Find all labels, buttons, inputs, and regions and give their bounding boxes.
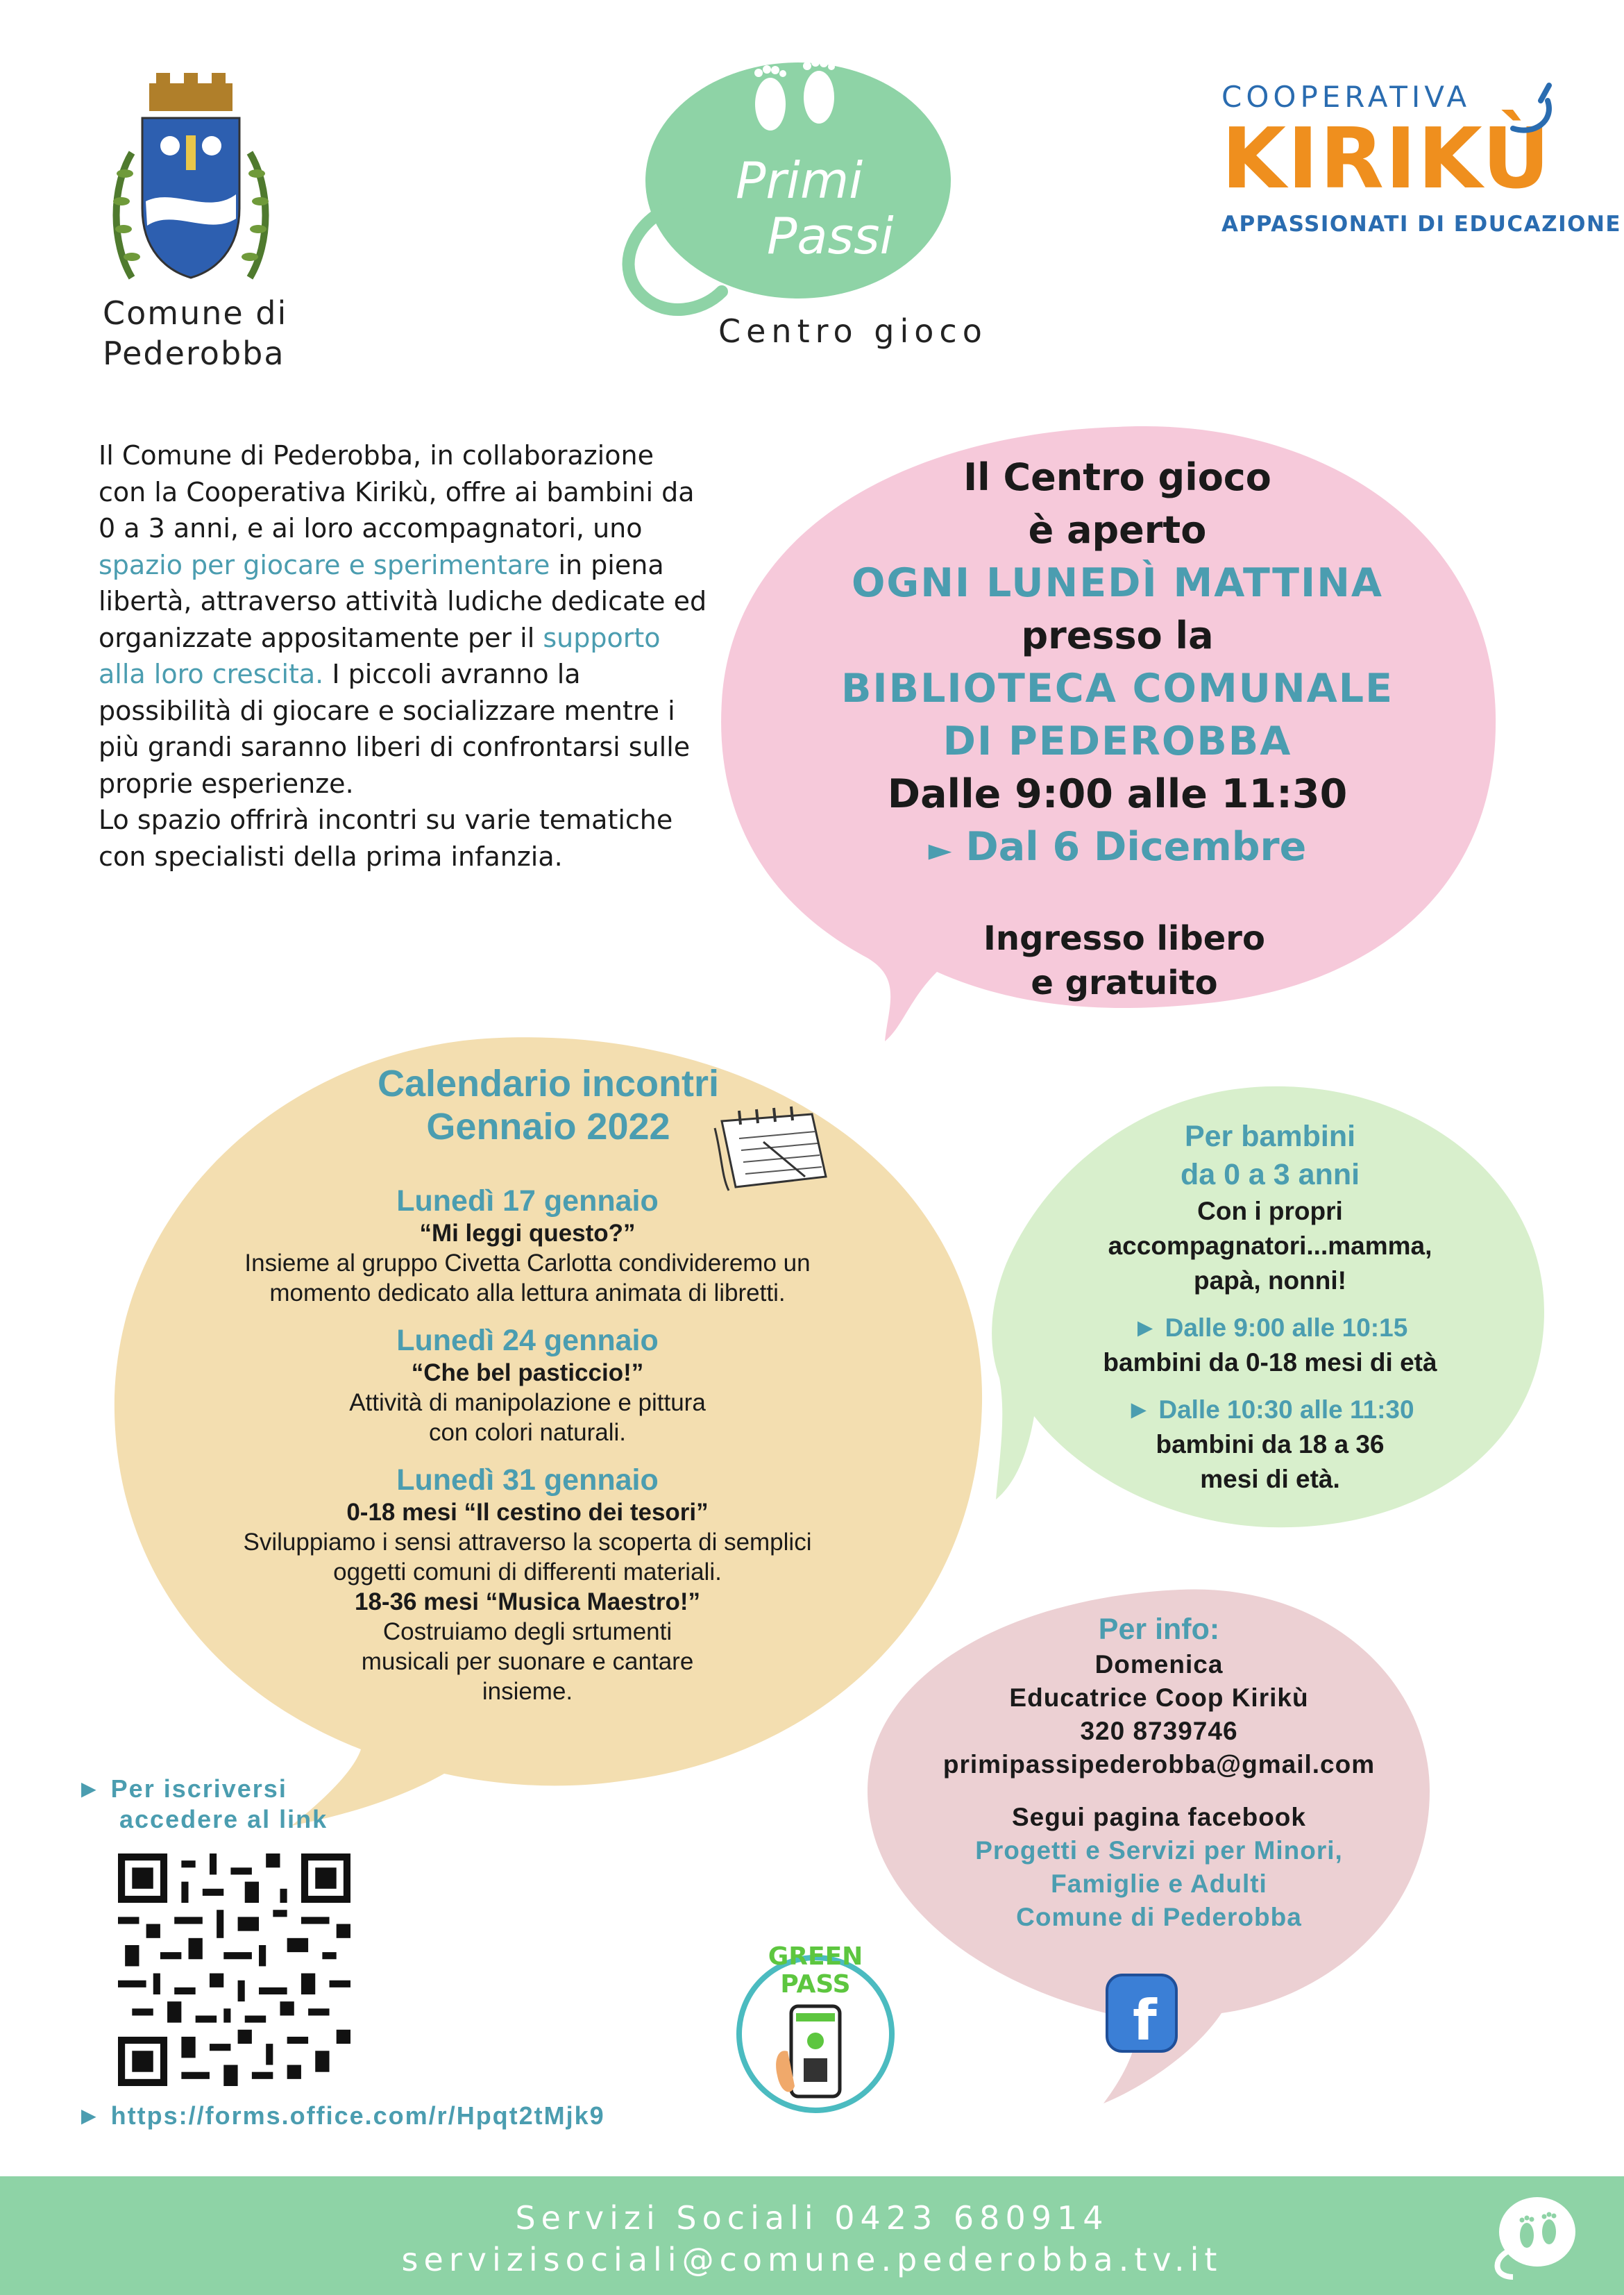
logo-passi-text: Passi xyxy=(767,207,894,265)
comune-crest-icon xyxy=(104,69,278,292)
arrow-icon: ► xyxy=(1126,1395,1152,1424)
opening-place-1: BIBLIOTECA COMUNALE xyxy=(840,666,1394,712)
free-entry xyxy=(902,916,1346,1005)
intro-text-part: I piccoli avranno la possibilità di giocare e socializzare mentre i più grandi saranno liberi di confrontarsi sulle proprie esperienze. xyxy=(99,659,691,799)
footer-footprints-logo-icon xyxy=(1485,2187,1582,2284)
arrow-icon: ► xyxy=(76,2101,103,2130)
info-heading: Per info: xyxy=(1098,1613,1220,1646)
footer-contacts xyxy=(0,2197,1624,2280)
comune-label-line2: Pederobba xyxy=(103,335,285,372)
green-pass-line1: GREEN xyxy=(768,1942,863,1971)
calendar-event xyxy=(180,1463,874,1706)
event-desc-2: Costruiamo degli srtumenti musicali per suonare e cantare insieme. xyxy=(361,1618,694,1705)
event-desc: Sviluppiamo i sensi attraverso la scoperta di semplici oggetti comuni di differenti materiali. xyxy=(243,1529,812,1586)
opening-line2: è aperto xyxy=(1028,508,1207,552)
contact-phone[interactable]: 320 8739746 xyxy=(1080,1717,1238,1745)
footer-phone[interactable]: Servizi Sociali 0423 680914 xyxy=(515,2199,1109,2237)
primi-passi-logo xyxy=(590,42,979,340)
facebook-icon[interactable] xyxy=(1097,1965,1187,2062)
coop-top-label: COOPERATIVA xyxy=(1221,80,1471,114)
event-title-2: 18-36 mesi “Musica Maestro!” xyxy=(355,1588,700,1615)
calendar-event xyxy=(180,1184,874,1308)
free-entry-line1: Ingresso libero xyxy=(983,919,1265,958)
time-slot-1-desc: bambini da 0-18 mesi di età xyxy=(1103,1348,1437,1377)
event-title: “Mi leggi questo?” xyxy=(419,1220,636,1247)
opening-start-date: Dal 6 Dicembre xyxy=(965,824,1307,870)
time-slot-2 xyxy=(1027,1393,1513,1427)
comune-label-line1: Comune di xyxy=(103,294,288,332)
qr-code-icon[interactable] xyxy=(118,1853,350,2086)
contact-name: Domenica xyxy=(1094,1650,1224,1679)
time-slot-2-hours: Dalle 10:30 alle 11:30 xyxy=(1158,1395,1414,1424)
intro-paragraph-2: Lo spazio offrirà incontri su varie tematiche con specialisti della prima infanzia. xyxy=(99,805,673,872)
contact-info xyxy=(881,1611,1437,1934)
time-slot-1-hours: Dalle 9:00 alle 10:15 xyxy=(1165,1313,1408,1342)
registration-text-1: Per iscriversi xyxy=(110,1774,287,1803)
children-heading-1: Per bambini xyxy=(1184,1120,1356,1153)
calendar-events xyxy=(180,1184,874,1722)
contact-email[interactable]: primipassipederobba@gmail.com xyxy=(942,1750,1376,1779)
registration-line1 xyxy=(76,1774,328,1804)
opening-line4: presso la xyxy=(1021,614,1214,657)
opening-place-2: DI PEDEROBBA xyxy=(942,718,1292,764)
children-sub: Con i propri accompagnatori...mamma, papà, nonni! xyxy=(1108,1197,1432,1295)
calendar-title-line1: Calendario incontri xyxy=(377,1063,720,1104)
footer-email[interactable]: servizisociali@comune.pederobba.tv.it xyxy=(401,2241,1223,2278)
opening-line1: Il Centro gioco xyxy=(963,455,1271,499)
event-title: 0-18 mesi “Il cestino dei tesori” xyxy=(346,1499,709,1526)
opening-day: OGNI LUNEDÌ MATTINA xyxy=(851,560,1384,606)
logo-primi-text: Primi xyxy=(736,151,863,210)
intro-highlight-support: supporto alla loro crescita. xyxy=(99,622,661,689)
event-date: Lunedì 31 gennaio xyxy=(396,1463,659,1497)
arrow-icon: ► xyxy=(928,832,952,868)
event-title: “Che bel pasticcio!” xyxy=(411,1359,644,1386)
calendar-icon xyxy=(708,1100,829,1197)
time-slot-2-desc: bambini da 18 a 36 mesi di età. xyxy=(1156,1430,1385,1493)
children-heading-2: da 0 a 3 anni xyxy=(1180,1158,1360,1191)
registration-link xyxy=(76,2101,605,2130)
centro-gioco-label: Centro gioco xyxy=(718,312,988,350)
event-desc: Attività di manipolazione e pittura con colori naturali. xyxy=(349,1389,706,1446)
green-pass-line2: PASS xyxy=(780,1970,851,1999)
free-entry-line2: e gratuito xyxy=(1031,964,1218,1002)
green-pass-icon xyxy=(736,1923,895,2124)
registration-url[interactable]: https://forms.office.com/r/Hpqt2tMjk9 xyxy=(110,2101,605,2130)
opening-info xyxy=(729,451,1506,877)
event-date: Lunedì 24 gennaio xyxy=(396,1324,659,1357)
intro-text-part: Il Comune di Pederobba, in collaborazione con la Cooperativa Kirikù, offre ai bambini da 0 a 3 anni, e ai loro accompagnatori, uno xyxy=(99,440,695,544)
event-desc: Insieme al gruppo Civetta Carlotta condivideremo un momento dedicato alla lettura animata di libretti. xyxy=(244,1250,811,1306)
opening-start xyxy=(729,821,1506,877)
coop-swirl-icon xyxy=(1499,80,1562,142)
children-info xyxy=(1027,1118,1513,1497)
facebook-page-line1[interactable]: Progetti e Servizi per Minori, xyxy=(975,1836,1343,1865)
coop-sub-label: APPASSIONATI DI EDUCAZIONE xyxy=(1221,212,1622,237)
arrow-icon: ► xyxy=(1132,1313,1158,1342)
facebook-page-line2[interactable]: Famiglie e Adulti xyxy=(1051,1869,1267,1898)
facebook-page-line3[interactable]: Comune di Pederobba xyxy=(1016,1903,1302,1931)
contact-role: Educatrice Coop Kirikù xyxy=(1009,1683,1309,1712)
intro-paragraph-1 xyxy=(99,437,709,802)
svg-text:f: f xyxy=(1133,1988,1157,2053)
intro-text-part: in piena libertà, attraverso attività ludiche dedicate ed organizzate appositamente per il xyxy=(99,549,707,653)
coop-name-label: KIRIKÙ xyxy=(1221,111,1552,208)
event-date: Lunedì 17 gennaio xyxy=(396,1184,659,1218)
intro-highlight-space: spazio per giocare e sperimentare xyxy=(99,549,550,580)
comune-label xyxy=(103,293,287,373)
registration-text-2: accedere al link xyxy=(119,1805,328,1833)
facebook-label: Segui pagina facebook xyxy=(1012,1803,1306,1831)
intro-text xyxy=(99,437,709,875)
calendar-event xyxy=(180,1323,874,1447)
time-slot-1 xyxy=(1027,1311,1513,1345)
opening-hours: Dalle 9:00 alle 11:30 xyxy=(887,771,1348,817)
calendar-title-line2: Gennaio 2022 xyxy=(426,1106,670,1148)
arrow-icon: ► xyxy=(76,1774,103,1803)
registration-label xyxy=(76,1774,328,1835)
